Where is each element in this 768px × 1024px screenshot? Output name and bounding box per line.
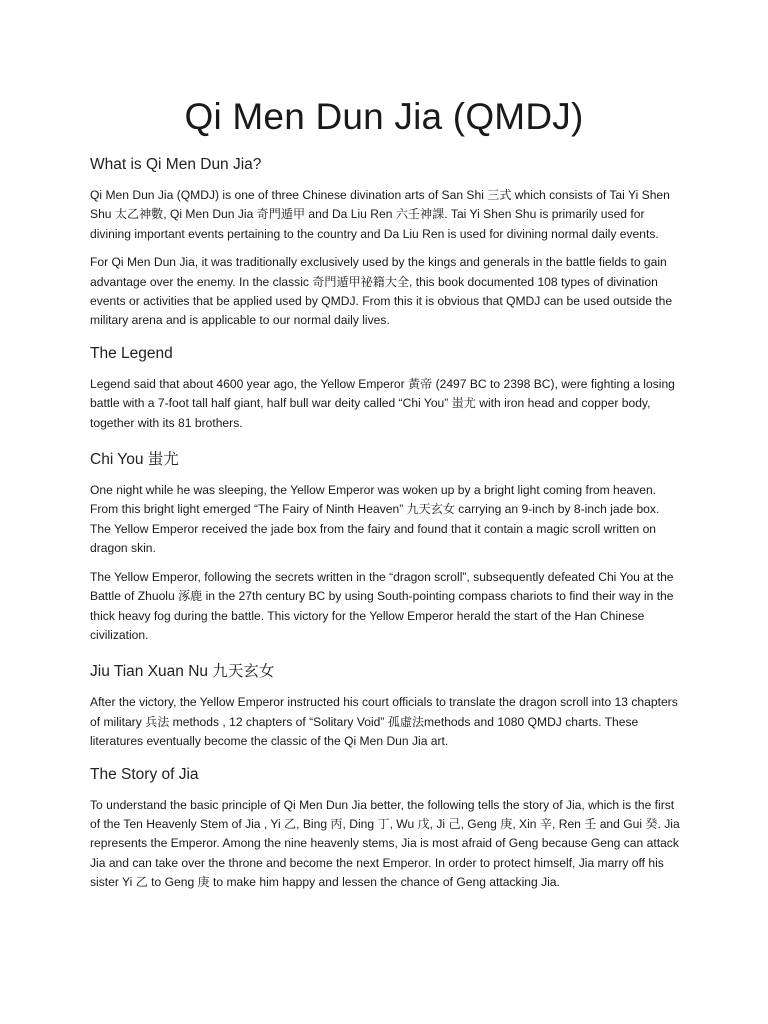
section-heading: The Legend bbox=[90, 344, 173, 362]
section-what-is-qmdj bbox=[90, 156, 680, 331]
section-story-of-jia bbox=[90, 766, 680, 893]
section-heading: What is Qi Men Dun Jia? bbox=[90, 156, 262, 173]
paragraph: To understand the basic principle of Qi Men Dun Jia better, the following tells the story of Jia, which is the first of the Ten Heavenly Stem of Jia , Yi 乙, Bing 丙, Ding 丁, Wu 戊, Ji 己, Geng 庚, Xin 辛, Ren 壬 and Gui 癸. Jia represents the Emperor. Among the nine heavenly stems, Jia is most afraid of Geng because Geng can attack Jia and can take over the throne and become the next Emperor. In order to protect himself, Jia marry off his sister Yi 乙 to Geng 庚 to make him happy and lessen the chance of Geng attacking Jia. bbox=[90, 797, 680, 890]
paragraph: Qi Men Dun Jia (QMDJ) is one of three Chinese divination arts of San Shi 三式 which consists of Tai Yi Shen Shu 太乙神數, Qi Men Dun Jia 奇門遁甲 and Da Liu Ren 六壬神課. Tai Yi Shen Shu is primarily used for divining important events pertaining to the country and Da Liu Ren is used for divining normal daily events. bbox=[90, 188, 670, 241]
section-jiu-tian-xuan-nu bbox=[90, 659, 680, 751]
paragraph: Legend said that about 4600 year ago, the Yellow Emperor 黃帝 (2497 BC to 2398 BC), were fighting a losing battle with a 7-foot tall half giant, half bull war deity called “Chi You” 蚩尤 with iron head and copper body, together with its 81 brothers. bbox=[90, 376, 675, 430]
page-title: Qi Men Dun Jia (QMDJ) bbox=[184, 96, 584, 137]
section-heading: The Story of Jia bbox=[90, 765, 199, 783]
paragraph: After the victory, the Yellow Emperor instructed his court officials to translate the dragon scroll into 13 chapters of military 兵法 methods , 12 chapters of “Solitary Void” 孤虛法methods and 1080 QMDJ charts. These literatures eventually become the classic of the Qi Men Dun Jia art. bbox=[90, 695, 678, 749]
section-heading: Jiu Tian Xuan Nu 九天玄女 bbox=[90, 663, 275, 681]
section-heading: Chi You 蚩尤 bbox=[90, 451, 179, 469]
section-the-legend bbox=[90, 345, 680, 433]
section-chi-you bbox=[90, 447, 680, 645]
paragraph: For Qi Men Dun Jia, it was traditionally exclusively used by the kings and generals in the battle fields to gain advantage over the enemy. In the classic 奇門遁甲祕籍大全, this book documented 108 types of divination events or activities that be applied used by QMDJ. From this it is obvious that QMDJ can be used outside the military arena and is applicable to our normal daily lives. bbox=[90, 255, 673, 328]
document-body bbox=[90, 156, 680, 902]
paragraph: The Yellow Emperor, following the secrets written in the “dragon scroll”, subsequently defeated Chi You at the Battle of Zhuolu 涿鹿 in the 27th century BC by using South-pointing compass chariots to find their way in the thick heavy fog during the battle. This victory for the Yellow Emperor herald the start of the Han Chinese civilization. bbox=[90, 569, 674, 642]
paragraph: One night while he was sleeping, the Yellow Emperor was woken up by a bright light coming from heaven. From this bright light emerged “The Fairy of Ninth Heaven” 九天玄女 carrying an 9-inch by 8-inch jade box. The Yellow Emperor received the jade box from the fairy and found that it contain a magic scroll written on dragon skin. bbox=[90, 483, 660, 556]
